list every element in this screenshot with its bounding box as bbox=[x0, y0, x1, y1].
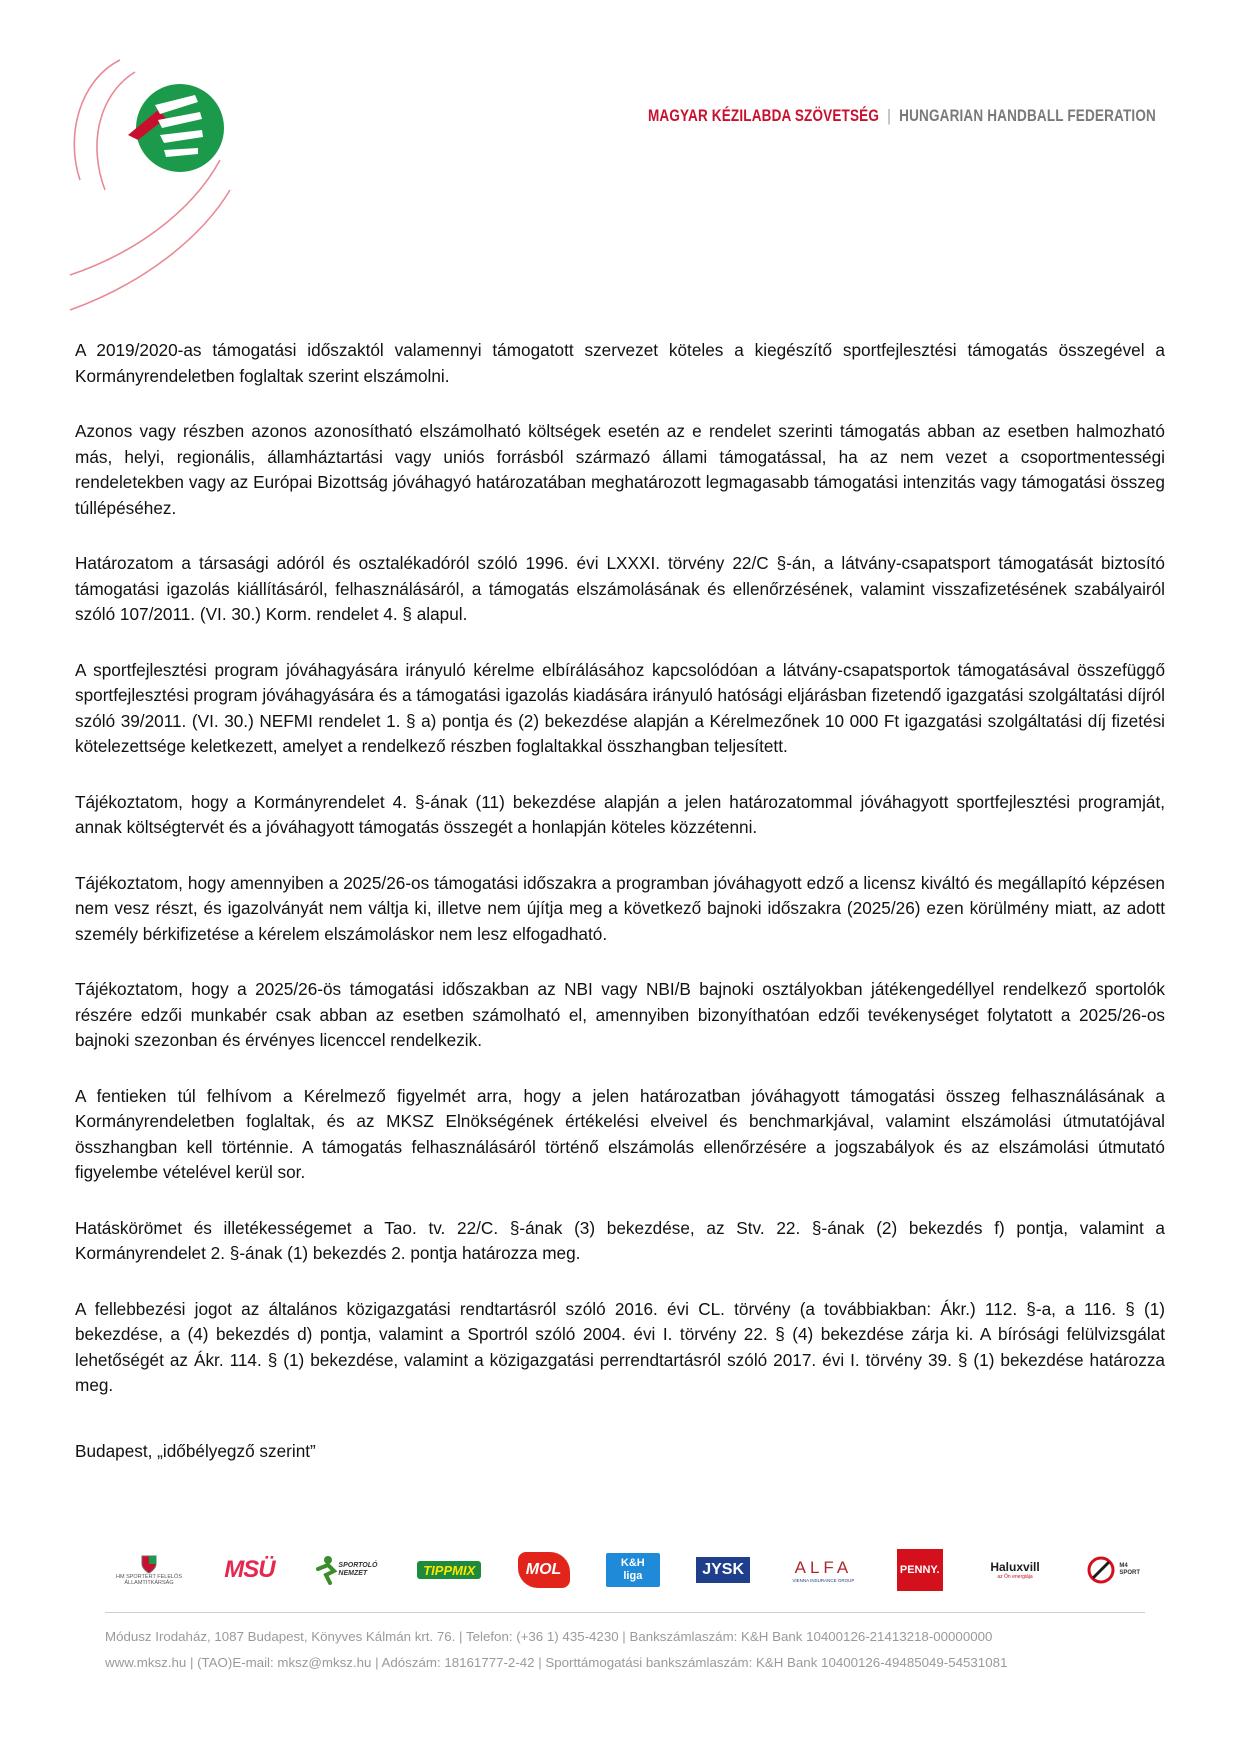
place-and-date: Budapest, „időbélyegző szerint” bbox=[75, 1440, 316, 1461]
runner-icon bbox=[314, 1555, 338, 1585]
federation-name-hu: MAGYAR KÉZILABDA SZÖVETSÉG bbox=[648, 107, 880, 125]
paragraph-7: Tájékoztatom, hogy a 2025/26-ös támogatási időszakban az NBI vagy NBI/B bajnoki osztályokban játékengedéllyel rendelkező sportolók részére edzői munkabér csak abban az esetben számolható el, amennyiben bizonyíthatóan edzői tevékenységet folytatott a 2025/26-os bajnoki szezonban és érvényes licenccel rendelkezik. bbox=[75, 979, 1165, 1050]
mksz-handball-logo-icon bbox=[60, 40, 260, 320]
tippmix-logo: TIPPMIX bbox=[417, 1561, 481, 1579]
paragraph-2: Azonos vagy részben azonos azonosítható elszámolható költségek esetén az e rendelet szerinti támogatás abban az esetben halmozható más, helyi, regionális, államháztartási vagy uniós forrásból származó állami támogatással, ha az nem vezet a csoportmentességi rendeletekben vagy az Európai Bizottság jóváhagyó határozatában meghatározott legmagasabb támogatási intenzitás vagy támogatási összeg túllépéséhez. bbox=[75, 421, 1165, 518]
footer bbox=[105, 1624, 1155, 1676]
paragraph-8: A fentieken túl felhívom a Kérelmező figyelmét arra, hogy a jelen határozatban jóváhagyott támogatási összeg felhasználásának a Kormányrendeletben foglaltak, és az MKSZ Elnökségének értékelési elveivel és benchmarkjával, valamint elszámolási útmutatójával összhangban kell történnie. A támogatás felhasználásáról történő elszámolás ellenőrzésére a jogszabályok és az elszámolási útmutató figyelembe vételével kerül sor. bbox=[75, 1085, 1165, 1182]
kh-liga-logo: K&H liga bbox=[606, 1553, 660, 1587]
penny-logo: PENNY. bbox=[897, 1549, 943, 1591]
paragraph-9: Hatáskörömet és illetékességemet a Tao. tv. 22/C. §-ának (3) bekezdése, az Stv. 22. §-ának (2) bekezdés f) pontja, valamint a Kormányrendelet 2. §-ának (1) bekezdés 2. pontja határozza meg. bbox=[75, 1217, 1165, 1263]
m4-circle-icon bbox=[1087, 1556, 1115, 1584]
sportolo-nemzet-logo: SPORTOLÓ NEMZET bbox=[311, 1548, 381, 1592]
haluxvill-logo: Haluxvill az Ön energiája bbox=[990, 1560, 1040, 1580]
hm-state-secretariat-logo: HM SPORTÉRT FELELŐS ÁLLAMTITKÁRSÁG bbox=[110, 1548, 188, 1592]
jysk-logo: JYSK bbox=[696, 1557, 750, 1583]
header-separator: | bbox=[887, 107, 891, 125]
footer-contact-line: www.mksz.hu | (TAO)E-mail: mksz@mksz.hu | Adószám: 18161777-2-42 | Sporttámogatási bankszámlaszám: K&H Bank 10400126-49485049-54531081 bbox=[105, 1655, 1008, 1670]
paragraph-6: Tájékoztatom, hogy amennyiben a 2025/26-os támogatási időszakra a programban jóváhagyott edző a licensz kiváltó és megállapító képzésen nem vesz részt, és igazolványát nem váltja ki, illetve nem újítja meg a következő bajnoki időszakra (2025/26) ezen körülmény miatt, az adott személy bérkifizetése a kérelem elszámoláskor nem lesz elfogadható. bbox=[75, 872, 1165, 944]
coat-of-arms-icon bbox=[140, 1554, 158, 1574]
paragraph-1: A 2019/2020-as támogatási időszaktól valamennyi támogatott szervezet köteles a kiegészítő sportfejlesztési támogatás összegével a Kormányrendeletben foglaltak szerint elszámolni. bbox=[75, 340, 1165, 386]
paragraph-3: Határozatom a társasági adóról és osztalékadóról szóló 1996. évi LXXXI. törvény 22/C §-án, a látvány-csapatsport támogatását biztosító támogatási igazolás kiállításáról, felhasználásáról, a támogatás elszámolásának és ellenőrzésének, valamint visszafizetésének szabályairól szóló 107/2011. (VI. 30.) Korm. rendelet 4. § alapul. bbox=[75, 553, 1165, 624]
paragraph-10: A fellebbezési jogot az általános közigazgatási rendtartásról szóló 2016. évi CL. törvény (a továbbiakban: Ákr.) 112. §-a, a 116. § (1) bekezdése, a (4) bekezdés d) pontja, valamint a Sportról szóló 2004. évi I. törvény 22. § (4) bekezdése zárja ki. A bírósági felülvizsgálat lehetőségét az Ákr. 114. § (1) bekezdése, valamint a közigazgatási perrendtartásról szóló 2017. évi I. törvény 39. § (1) bekezdése határozza meg. bbox=[75, 1298, 1165, 1395]
sponsor-logos bbox=[110, 1540, 1140, 1600]
alfa-logo: ALFA VIENNA INSURANCE GROUP bbox=[792, 1557, 855, 1583]
federation-name-header bbox=[648, 107, 1156, 126]
paragraph-5: Tájékoztatom, hogy a Kormányrendelet 4. §-ának (11) bekezdése alapján a jelen határozatommal jóváhagyott sportfejlesztési programját, annak költségtervét és a jóváhagyott támogatás összegét a honlapján köteles közzétenni. bbox=[75, 791, 1165, 837]
decision-body bbox=[75, 338, 1165, 1494]
msu-logo: MSÜ bbox=[224, 1556, 275, 1583]
m4-sport-logo: M4 SPORT bbox=[1087, 1548, 1140, 1592]
federation-name-en: HUNGARIAN HANDBALL FEDERATION bbox=[899, 107, 1156, 125]
paragraph-4: A sportfejlesztési program jóváhagyására irányuló kérelme elbírálásához kapcsolódóan a látvány-csapatsportok támogatásával összefüggő sportfejlesztési program jóváhagyására és a támogatási igazolás kiadására irányuló hatósági eljárásban fizetendő igazgatási szolgáltatási díjról szóló 39/2011. (VI. 30.) NEFMI rendelet 1. § a) pontja és (2) bekezdése alapján a Kérelmezőnek 10 000 Ft igazgatási szolgáltatási díj fizetési kötelezettsége keletkezett, amelyet a rendelkező részben foglaltakkal összhangban teljesített. bbox=[75, 659, 1165, 756]
footer-address-line: Módusz Irodaház, 1087 Budapest, Könyves Kálmán krt. 76. | Telefon: (+36 1) 435-4230 | Bankszámlaszám: K&H Bank 10400126-21413218-00000000 bbox=[105, 1629, 993, 1644]
mol-logo: MOL bbox=[518, 1552, 570, 1588]
footer-divider bbox=[105, 1612, 1145, 1613]
